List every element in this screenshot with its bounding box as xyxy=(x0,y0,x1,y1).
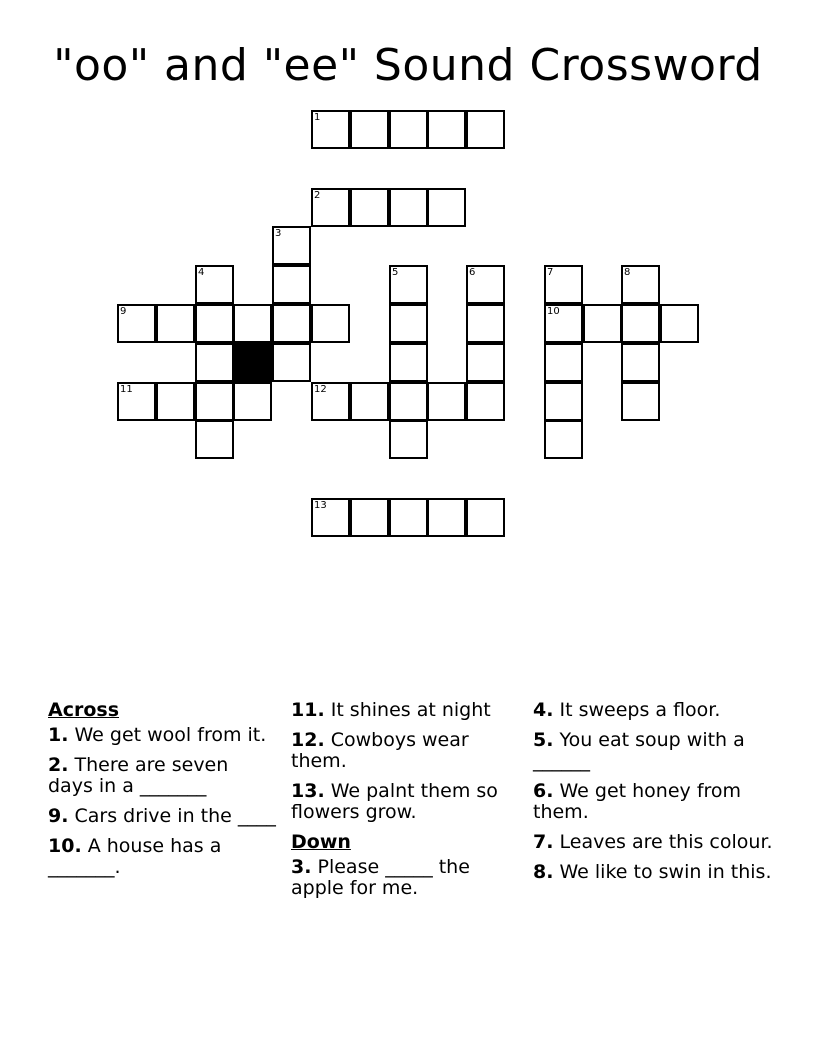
clue-across-11: 11. It shines at night xyxy=(291,699,491,721)
clue-across-13: 13. We palnt them so flowers grow. xyxy=(291,780,498,823)
grid-cell[interactable] xyxy=(195,265,234,304)
grid-cell[interactable] xyxy=(350,188,389,227)
grid-cell[interactable] xyxy=(156,382,195,421)
grid-cell[interactable] xyxy=(311,188,350,227)
grid-cell[interactable] xyxy=(350,110,389,149)
grid-cell[interactable] xyxy=(389,382,428,421)
down-heading: Down xyxy=(291,831,351,853)
grid-cell[interactable] xyxy=(272,265,311,304)
grid-cell[interactable] xyxy=(427,382,466,421)
grid-cell[interactable] xyxy=(466,265,505,304)
grid-cell[interactable] xyxy=(544,343,583,382)
grid-cell[interactable] xyxy=(195,420,234,459)
grid-cell[interactable] xyxy=(233,304,272,343)
cell-number: 12 xyxy=(314,384,327,395)
cell-number: 1 xyxy=(314,112,321,123)
clue-down-4: 4. It sweeps a floor. xyxy=(533,699,721,721)
grid-cell[interactable] xyxy=(389,343,428,382)
clue-down-8: 8. We like to swin in this. xyxy=(533,861,772,883)
clue-across-10: 10. A house has a _______. xyxy=(48,835,222,878)
grid-cell[interactable] xyxy=(466,110,505,149)
grid-cell[interactable] xyxy=(233,382,272,421)
clue-across-2: 2. There are seven days in a _______ xyxy=(48,754,229,797)
clue-down-5: 5. You eat soup with a ______ xyxy=(533,729,745,772)
cell-number: 10 xyxy=(547,306,560,317)
clue-across-12: 12. Cowboys wear them. xyxy=(291,729,469,772)
grid-cell[interactable] xyxy=(544,382,583,421)
grid-cell[interactable] xyxy=(389,265,428,304)
cell-number: 11 xyxy=(120,384,133,395)
cell-number: 7 xyxy=(547,267,554,278)
grid-cell[interactable] xyxy=(350,382,389,421)
clues-column-3 xyxy=(533,700,773,892)
grid-cell[interactable] xyxy=(272,226,311,265)
clue-down-3: 3. Please _____ the apple for me. xyxy=(291,856,470,899)
grid-cell[interactable] xyxy=(544,304,583,343)
cell-number: 8 xyxy=(624,267,631,278)
cell-number: 3 xyxy=(275,228,282,239)
grid-cell[interactable] xyxy=(427,498,466,537)
clue-down-6: 6. We get honey from them. xyxy=(533,780,742,823)
cell-number: 4 xyxy=(198,267,205,278)
across-heading: Across xyxy=(48,699,120,721)
grid-cell[interactable] xyxy=(466,498,505,537)
grid-cell[interactable] xyxy=(660,304,699,343)
grid-cell[interactable] xyxy=(427,110,466,149)
grid-cell[interactable] xyxy=(311,498,350,537)
grid-cell[interactable] xyxy=(621,382,660,421)
grid-cell[interactable] xyxy=(389,304,428,343)
grid-cell[interactable] xyxy=(544,265,583,304)
grid-cell[interactable] xyxy=(427,188,466,227)
grid-cell[interactable] xyxy=(621,343,660,382)
page-title: "oo" and "ee" Sound Crossword xyxy=(53,40,763,91)
grid-cell[interactable] xyxy=(621,304,660,343)
cell-number: 5 xyxy=(392,267,399,278)
grid-cell[interactable] xyxy=(311,304,350,343)
grid-cell[interactable] xyxy=(311,382,350,421)
grid-cell[interactable] xyxy=(117,304,156,343)
clue-across-1: 1. We get wool from it. xyxy=(48,724,267,746)
grid-cell[interactable] xyxy=(389,420,428,459)
clues-column-1 xyxy=(48,700,278,887)
grid-cell[interactable] xyxy=(350,498,389,537)
grid-cell[interactable] xyxy=(117,382,156,421)
grid-cell[interactable] xyxy=(466,382,505,421)
grid-cell[interactable] xyxy=(466,343,505,382)
grid-cell[interactable] xyxy=(311,110,350,149)
clue-across-9: 9. Cars drive in the ____ xyxy=(48,805,276,827)
grid-cell[interactable] xyxy=(621,265,660,304)
grid-cell[interactable] xyxy=(389,188,428,227)
cell-number: 13 xyxy=(314,500,327,511)
grid-cell[interactable] xyxy=(156,304,195,343)
grid-cell[interactable] xyxy=(195,304,234,343)
cell-number: 9 xyxy=(120,306,127,317)
grid-cell[interactable] xyxy=(389,498,428,537)
cell-number: 2 xyxy=(314,190,321,201)
clues-column-2 xyxy=(291,700,521,908)
grid-cell[interactable] xyxy=(195,382,234,421)
grid-cell[interactable] xyxy=(389,110,428,149)
grid-cell[interactable] xyxy=(583,304,622,343)
grid-cell[interactable] xyxy=(272,304,311,343)
grid-cell[interactable] xyxy=(466,304,505,343)
grid-cell[interactable] xyxy=(195,343,234,382)
black-cell xyxy=(233,343,272,382)
clue-down-7: 7. Leaves are this colour. xyxy=(533,831,773,853)
cell-number: 6 xyxy=(469,267,476,278)
grid-cell[interactable] xyxy=(272,343,311,382)
grid-cell[interactable] xyxy=(544,420,583,459)
